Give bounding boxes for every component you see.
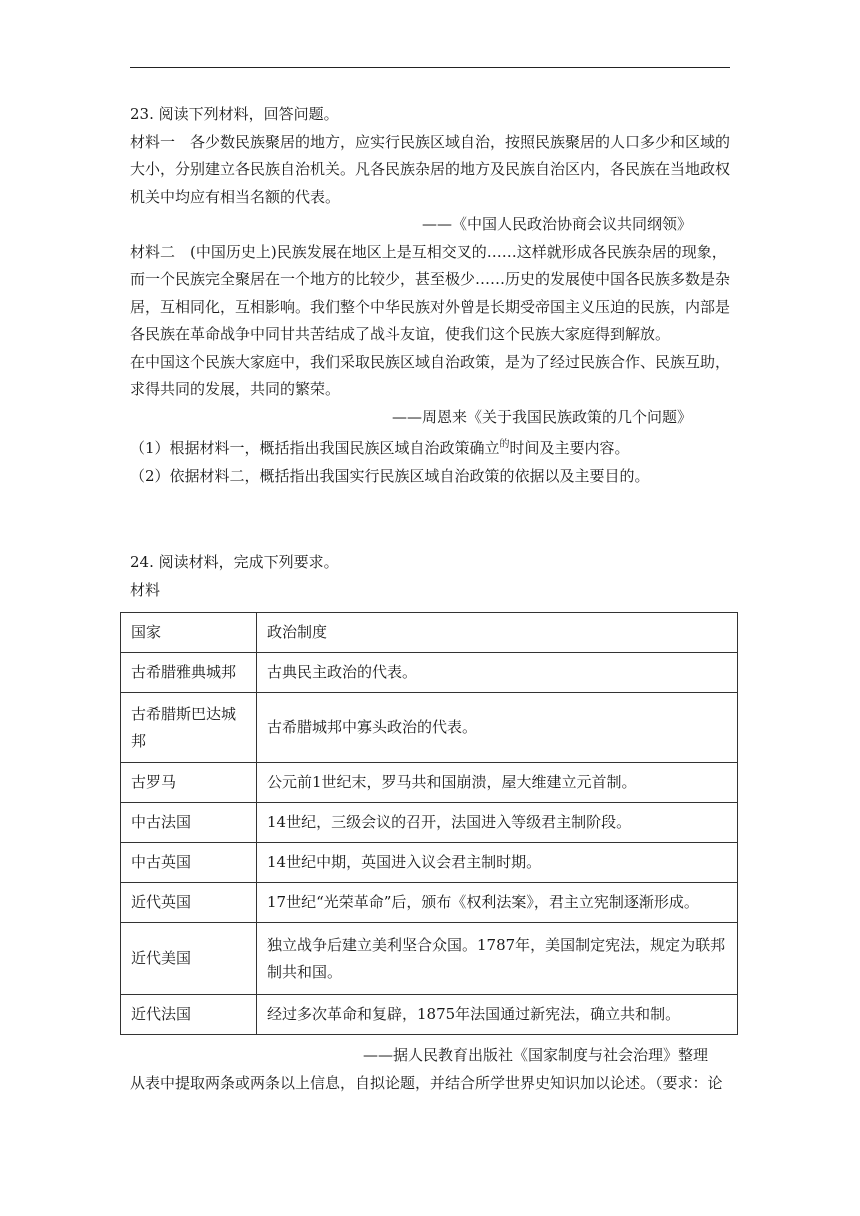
- material-1-line: 大小，分别建立各民族自治机关。凡各民族杂居的地方及民族自治区内，各民族在当地政权: [130, 160, 731, 178]
- question-24: [130, 549, 730, 604]
- table-cell-system: 公元前1世纪末，罗马共和国崩溃，屋大维建立元首制。: [257, 763, 738, 803]
- table-header-cell: 政治制度: [257, 613, 738, 653]
- material-2-line: 各民族在革命战争中同甘共苦结成了战斗友谊，使我们这个民族大家庭得到解放。: [130, 325, 671, 343]
- table-row: [121, 995, 738, 1035]
- table-cell-country: 近代法国: [121, 995, 257, 1035]
- material-2-line: 而一个民族完全聚居在一个地方的比较少，甚至极少……历史的发展使中国各民族多数是杂: [130, 270, 731, 288]
- table-row: [121, 843, 738, 883]
- q23-heading: 23. 阅读下列材料，回答问题。: [130, 105, 339, 123]
- q24-task: 从表中提取两条或两条以上信息，自拟论题，并结合所学世界史知识加以论述。（要求：论: [130, 1073, 723, 1092]
- q24-heading: 24. 阅读材料，完成下列要求。: [130, 553, 339, 571]
- material-2-line: 求得共同的发展，共同的繁荣。: [130, 380, 341, 398]
- header-rule: [130, 67, 730, 68]
- table-cell-country: 中古英国: [121, 843, 257, 883]
- table-cell-system: 经过多次革命和复辟，1875年法国通过新宪法，确立共和制。: [257, 995, 738, 1035]
- table-row: [121, 803, 738, 843]
- table-cell-country: 近代美国: [121, 923, 257, 995]
- table-cell-country: 近代英国: [121, 883, 257, 923]
- q23-sub1-text: （1）根据材料一，概括指出我国民族区域自治政策确立: [130, 439, 500, 457]
- question-23: [130, 101, 730, 490]
- table-cell-system: 17世纪“光荣革命”后，颁布《权利法案》，君主立宪制逐渐形成。: [257, 883, 738, 923]
- table-cell-system: 独立战争后建立美利坚合众国。1787年，美国制定宪法，规定为联邦制共和国。: [257, 923, 738, 995]
- q23-sub1-sup: 的: [499, 439, 510, 450]
- table-cell-country: 中古法国: [121, 803, 257, 843]
- material-2-line: 居，互相同化，互相影响。我们整个中华民族对外曾是长期受帝国主义压迫的民族，内部是: [130, 297, 731, 316]
- table-cell-system: 14世纪中期，英国进入议会君主制时期。: [257, 843, 738, 883]
- material-label: 材料: [130, 580, 161, 599]
- table-source: ——据人民教育出版社《国家制度与社会治理》整理: [362, 1046, 708, 1064]
- question-24-footer: [130, 1042, 730, 1097]
- table-row: [121, 763, 738, 803]
- table-row: [121, 923, 738, 995]
- material-2-source: ——周恩来《关于我国民族政策的几个问题》: [391, 407, 692, 426]
- table-cell-country: 古希腊雅典城邦: [121, 653, 257, 693]
- q23-subquestion-2: （2）依据材料二，概括指出我国实行民族区域自治政策的依据以及主要目的。: [130, 466, 650, 485]
- q23-sub1-text-end: 时间及主要内容。: [509, 439, 630, 457]
- material-2-line: 在中国这个民族大家庭中，我们采取民族区域自治政策，是为了经过民族合作、民族互助，: [130, 352, 731, 371]
- table-row: [121, 693, 738, 763]
- politics-table: [120, 612, 738, 1035]
- table-row: [121, 883, 738, 923]
- table-cell-system: 14世纪，三级会议的召开，法国进入等级君主制阶段。: [257, 803, 738, 843]
- q23-subquestion-1: [130, 431, 730, 463]
- table-cell-system: 古典民主政治的代表。: [257, 653, 738, 693]
- table-cell-country: 古罗马: [121, 763, 257, 803]
- table-cell-system: 古希腊城邦中寡头政治的代表。: [257, 693, 738, 763]
- table-cell-country: 古希腊斯巴达城邦: [121, 693, 257, 763]
- material-2-line: 材料二 (中国历史上)民族发展在地区上是互相交叉的……这样就形成各民族杂居的现象，: [130, 242, 727, 261]
- table-header-cell: 国家: [121, 613, 257, 653]
- material-1-line: 机关中均应有相当名额的代表。: [130, 187, 341, 206]
- material-1-line: 材料一 各少数民族聚居的地方，应实行民族区域自治，按照民族聚居的人口多少和区域的: [130, 132, 731, 151]
- table-row: [121, 653, 738, 693]
- material-1-source: ——《中国人民政治协商会议共同纲领》: [421, 215, 692, 233]
- table-header-row: [121, 613, 738, 653]
